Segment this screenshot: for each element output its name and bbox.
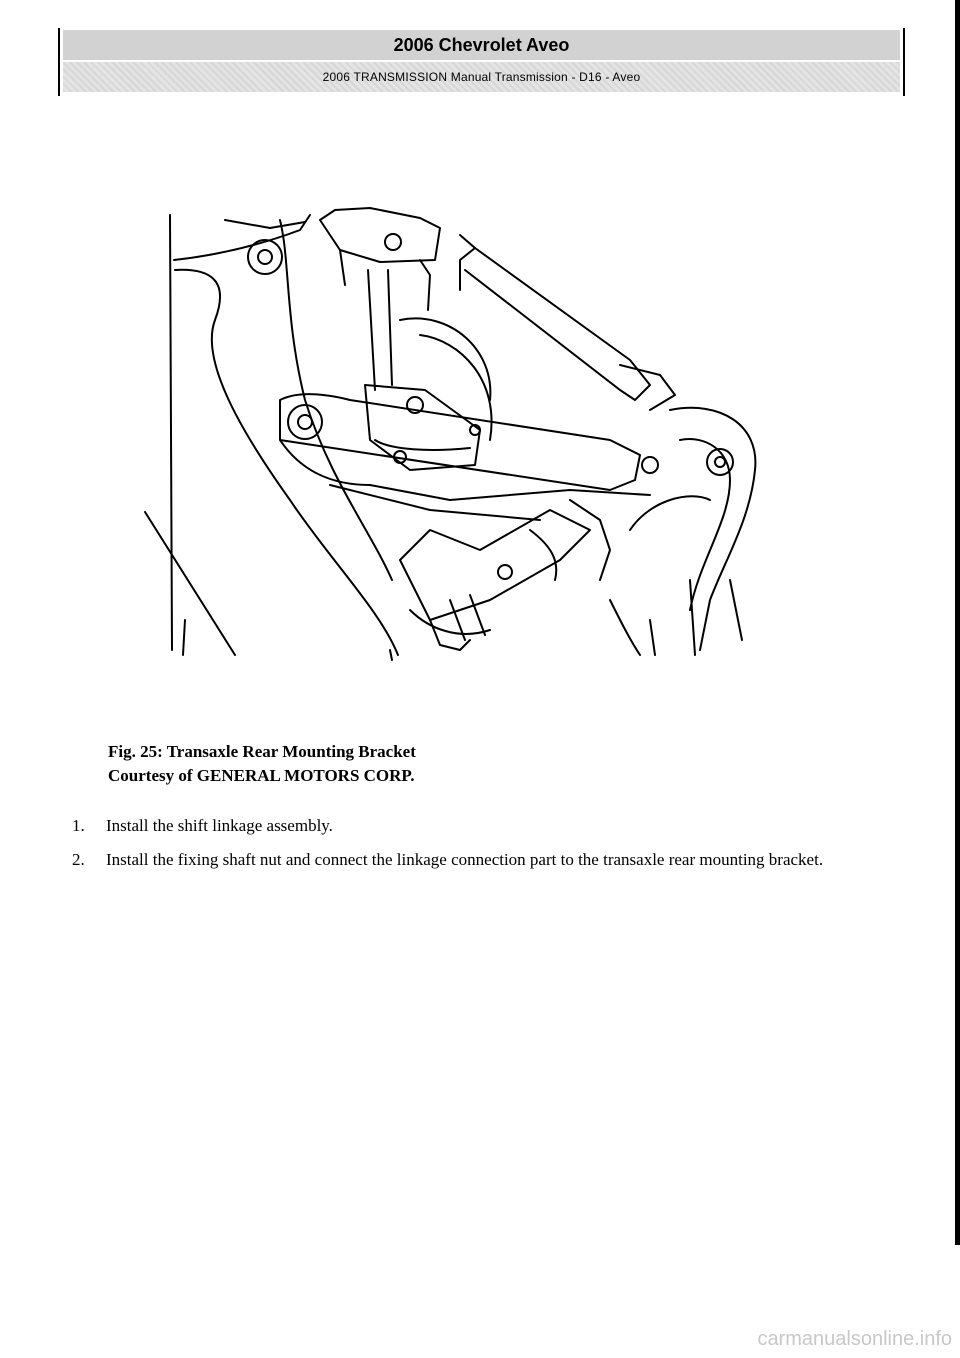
step-text: Install the fixing shaft nut and connect the linkage connection part to the transaxle rear mounting bracket. <box>106 850 824 869</box>
page-right-edge <box>955 0 960 1245</box>
step-number: 2. <box>72 850 85 869</box>
figure-caption-title: Fig. 25: Transaxle Rear Mounting Bracket <box>108 742 416 761</box>
figure-caption-courtesy: Courtesy of GENERAL MOTORS CORP. <box>108 766 415 785</box>
page-header-title: 2006 Chevrolet Aveo <box>63 30 900 60</box>
header-frame-right <box>903 28 905 96</box>
transaxle-bracket-illustration <box>130 200 770 670</box>
header-frame-left <box>58 28 60 96</box>
step-item <box>72 848 902 872</box>
step-item <box>72 814 902 838</box>
footer-watermark: carmanualsonline.info <box>757 1328 952 1350</box>
page-header-subtitle: 2006 TRANSMISSION Manual Transmission - D16 - Aveo <box>63 62 900 92</box>
step-text: Install the shift linkage assembly. <box>106 816 333 835</box>
instruction-steps <box>72 814 902 882</box>
step-number: 1. <box>72 816 85 835</box>
figure-caption <box>108 740 416 788</box>
